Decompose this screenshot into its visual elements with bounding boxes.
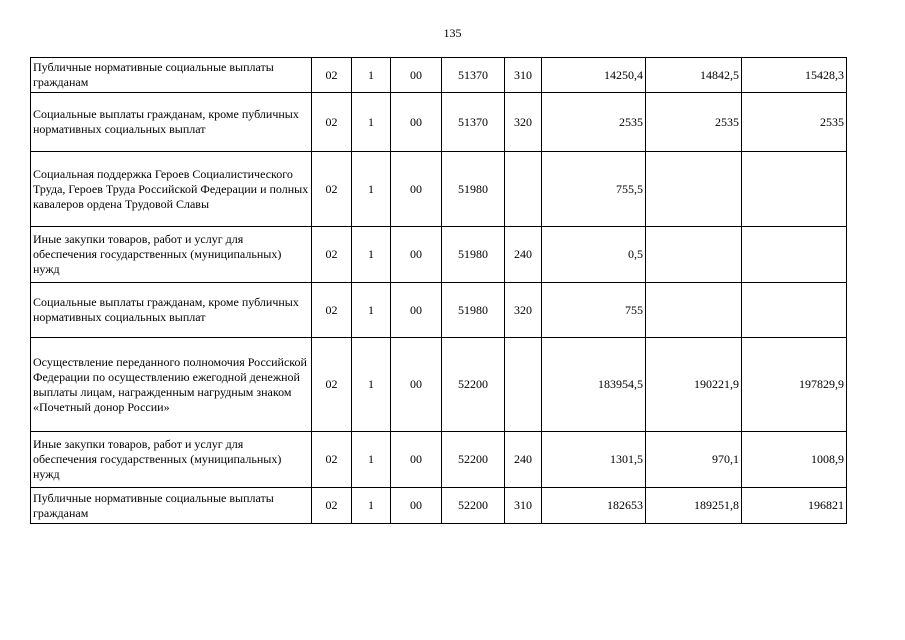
section-code: 02 [312, 152, 352, 227]
amount-year-1: 755 [542, 283, 646, 338]
row-name: Социальные выплаты гражданам, кроме публичных нормативных социальных выплат [31, 283, 312, 338]
amount-year-3 [742, 283, 847, 338]
table-row [31, 58, 847, 93]
amount-year-3 [742, 152, 847, 227]
amount-year-2 [646, 152, 742, 227]
section-code: 02 [312, 488, 352, 524]
amount-year-1: 0,5 [542, 227, 646, 283]
direction-code: 52200 [442, 338, 505, 432]
direction-code: 52200 [442, 432, 505, 488]
subprogram-code: 00 [391, 227, 442, 283]
section-code: 02 [312, 283, 352, 338]
amount-year-3: 197829,9 [742, 338, 847, 432]
table-row [31, 93, 847, 152]
subprogram-code: 00 [391, 338, 442, 432]
amount-year-1: 183954,5 [542, 338, 646, 432]
program-code: 1 [352, 152, 391, 227]
subprogram-code: 00 [391, 488, 442, 524]
direction-code: 51980 [442, 283, 505, 338]
table-row [31, 338, 847, 432]
row-name: Иные закупки товаров, работ и услуг для обеспечения государственных (муниципальных) нужд [31, 227, 312, 283]
amount-year-2: 2535 [646, 93, 742, 152]
expense-type-code: 320 [505, 93, 542, 152]
program-code: 1 [352, 283, 391, 338]
amount-year-1: 2535 [542, 93, 646, 152]
row-name: Публичные нормативные социальные выплаты гражданам [31, 488, 312, 524]
budget-table [30, 57, 847, 524]
expense-type-code: 310 [505, 58, 542, 93]
direction-code: 51980 [442, 152, 505, 227]
amount-year-2: 970,1 [646, 432, 742, 488]
table-row [31, 488, 847, 524]
row-name: Социальные выплаты гражданам, кроме публичных нормативных социальных выплат [31, 93, 312, 152]
expense-type-code [505, 338, 542, 432]
row-name: Публичные нормативные социальные выплаты гражданам [31, 58, 312, 93]
table-row [31, 432, 847, 488]
section-code: 02 [312, 338, 352, 432]
direction-code: 52200 [442, 488, 505, 524]
expense-type-code: 240 [505, 432, 542, 488]
section-code: 02 [312, 58, 352, 93]
amount-year-1: 1301,5 [542, 432, 646, 488]
subprogram-code: 00 [391, 283, 442, 338]
row-name: Осуществление переданного полномочия Российской Федерации по осуществлению ежегодной денежной выплаты лицам, награжденным нагрудным знаком «Почетный донор России» [31, 338, 312, 432]
amount-year-2: 190221,9 [646, 338, 742, 432]
direction-code: 51370 [442, 58, 505, 93]
subprogram-code: 00 [391, 152, 442, 227]
amount-year-1: 755,5 [542, 152, 646, 227]
amount-year-3: 1008,9 [742, 432, 847, 488]
amount-year-1: 182653 [542, 488, 646, 524]
expense-type-code: 310 [505, 488, 542, 524]
table-row [31, 152, 847, 227]
program-code: 1 [352, 488, 391, 524]
row-name: Иные закупки товаров, работ и услуг для обеспечения государственных (муниципальных) нужд [31, 432, 312, 488]
subprogram-code: 00 [391, 58, 442, 93]
section-code: 02 [312, 432, 352, 488]
amount-year-2: 189251,8 [646, 488, 742, 524]
section-code: 02 [312, 227, 352, 283]
section-code: 02 [312, 93, 352, 152]
page-number: 135 [443, 26, 462, 40]
program-code: 1 [352, 227, 391, 283]
amount-year-2 [646, 283, 742, 338]
direction-code: 51370 [442, 93, 505, 152]
subprogram-code: 00 [391, 432, 442, 488]
expense-type-code: 240 [505, 227, 542, 283]
table-row [31, 227, 847, 283]
direction-code: 51980 [442, 227, 505, 283]
program-code: 1 [352, 432, 391, 488]
row-name: Социальная поддержка Героев Социалистического Труда, Героев Труда Российской Федерации и полных кавалеров ордена Трудовой Славы [31, 152, 312, 227]
expense-type-code: 320 [505, 283, 542, 338]
amount-year-3: 2535 [742, 93, 847, 152]
program-code: 1 [352, 338, 391, 432]
subprogram-code: 00 [391, 93, 442, 152]
amount-year-3: 196821 [742, 488, 847, 524]
amount-year-3: 15428,3 [742, 58, 847, 93]
amount-year-1: 14250,4 [542, 58, 646, 93]
program-code: 1 [352, 93, 391, 152]
expense-type-code [505, 152, 542, 227]
amount-year-2 [646, 227, 742, 283]
program-code: 1 [352, 58, 391, 93]
amount-year-3 [742, 227, 847, 283]
amount-year-2: 14842,5 [646, 58, 742, 93]
table-row [31, 283, 847, 338]
